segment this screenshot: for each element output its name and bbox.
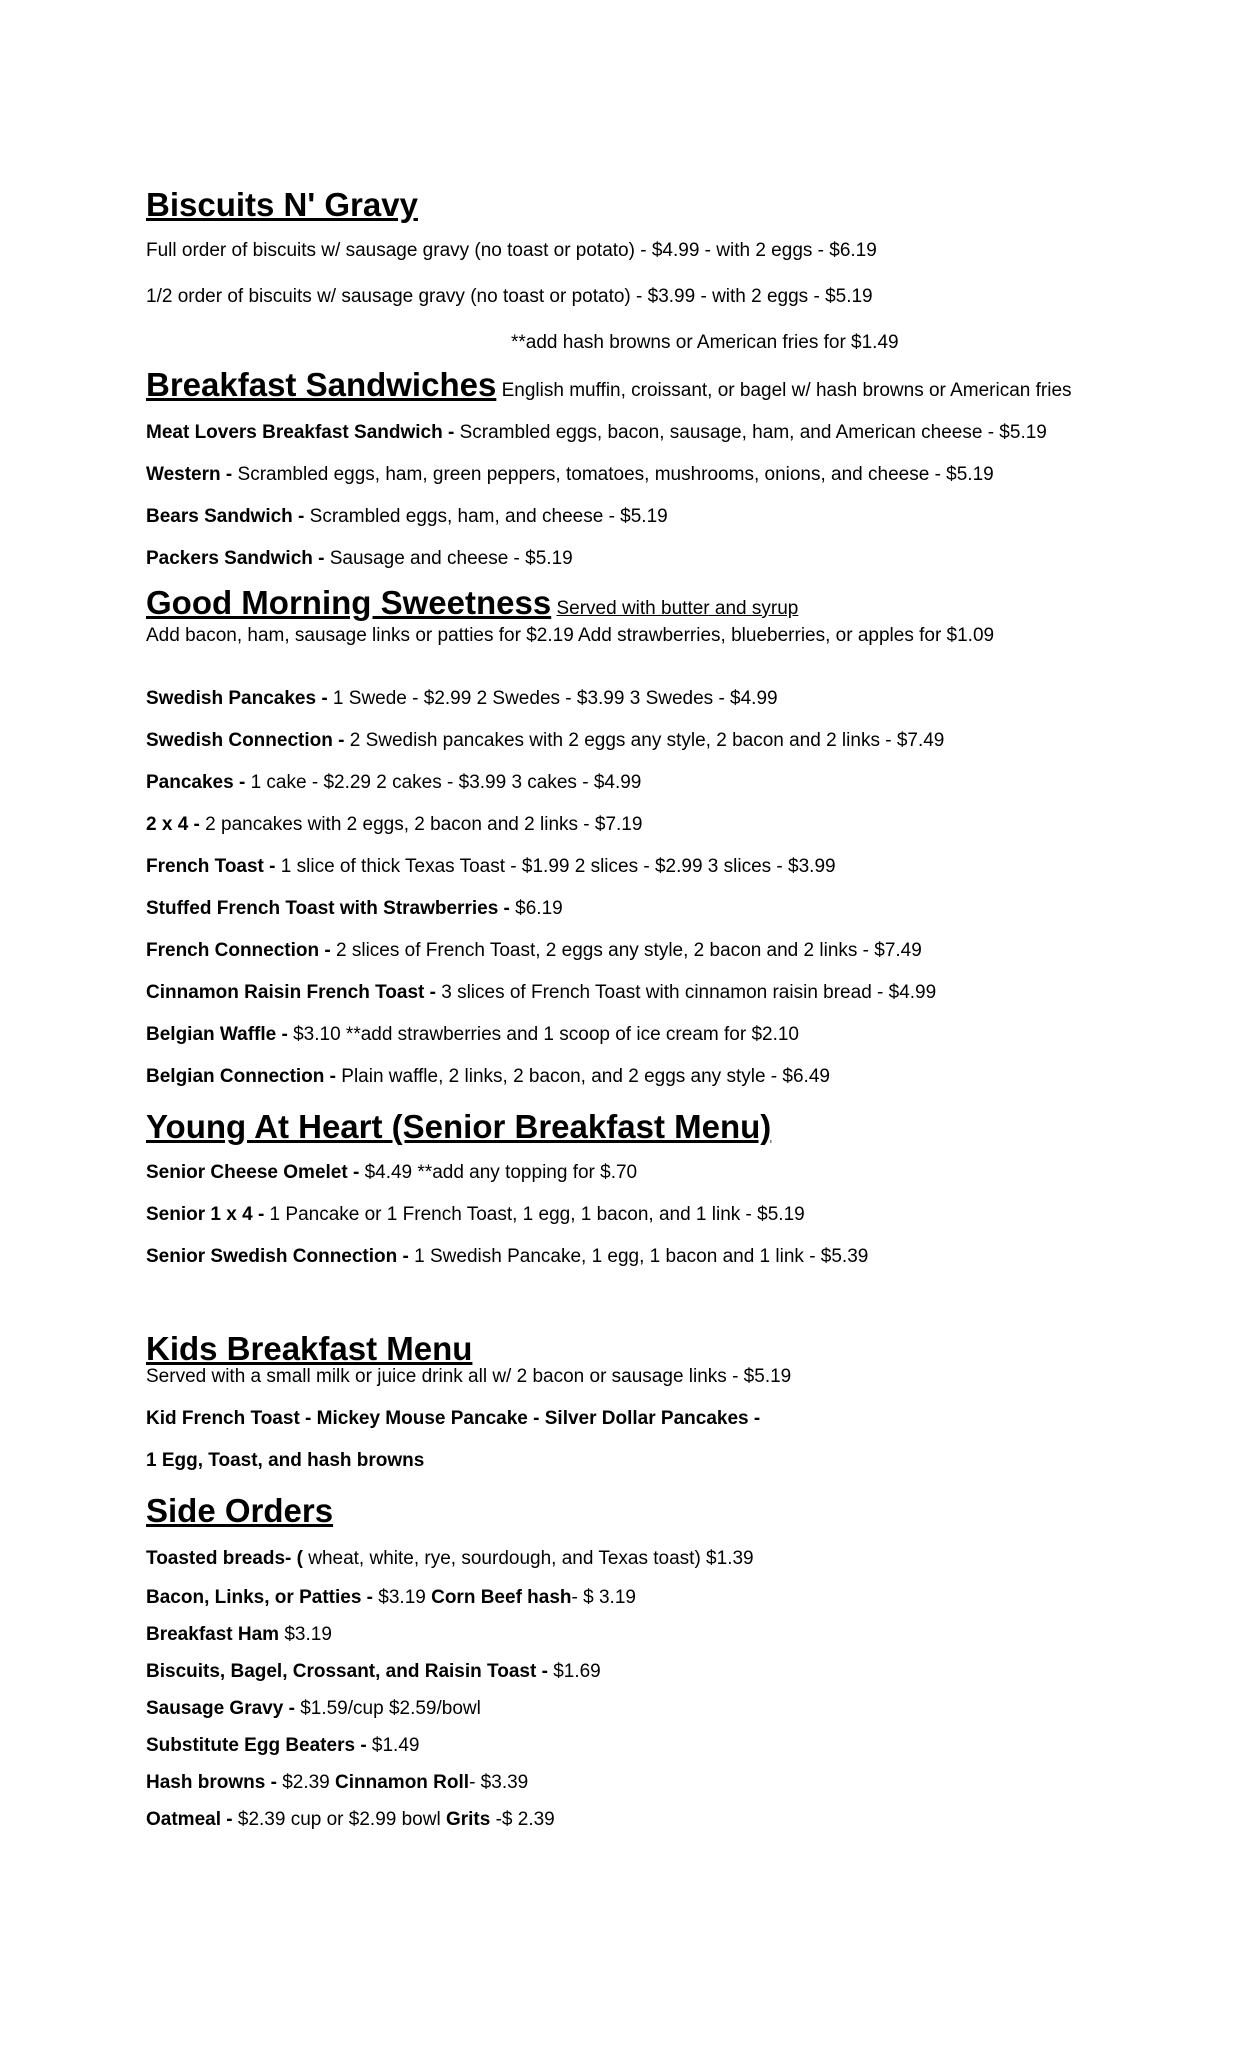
item-desc: $2.39	[282, 1772, 336, 1793]
sandwiches-header	[146, 366, 1106, 406]
menu-item	[146, 420, 1106, 446]
item-name: Sausage Gravy -	[146, 1698, 301, 1719]
menu-item	[146, 686, 1106, 712]
menu-item	[146, 504, 1106, 530]
section-title-sweetness: Good Morning Sweetness	[146, 584, 552, 621]
side-item	[146, 1585, 1106, 1611]
sandwiches-subtitle: English muffin, croissant, or bagel w/ hash browns or American fries	[501, 380, 1072, 401]
item-name: Belgian Connection -	[146, 1066, 342, 1087]
item-desc: Scrambled eggs, ham, and cheese - $5.19	[309, 506, 668, 527]
side-item	[146, 1546, 1106, 1572]
menu-page	[146, 186, 1106, 1833]
item-name: Bacon, Links, or Patties -	[146, 1587, 379, 1608]
item-desc: $3.10 **add strawberries and 1 scoop of ice cream for $2.10	[293, 1024, 799, 1045]
item-desc: 2 pancakes with 2 eggs, 2 bacon and 2 links - $7.19	[205, 814, 643, 835]
item-name: 2 x 4 -	[146, 814, 206, 835]
menu-item	[146, 546, 1106, 572]
item-desc: 3 slices of French Toast with cinnamon raisin bread - $4.99	[441, 982, 937, 1003]
menu-item	[146, 1064, 1106, 1090]
item-name: French Toast -	[146, 856, 281, 877]
menu-item	[146, 1202, 1106, 1228]
side-item	[146, 1733, 1106, 1759]
item-desc: 1 cake - $2.29 2 cakes - $3.99 3 cakes - $4.99	[250, 772, 642, 793]
menu-item	[146, 980, 1106, 1006]
item-desc: Plain waffle, 2 links, 2 bacon, and 2 eggs any style - $6.49	[341, 1066, 830, 1087]
item-desc: - $ 3.19	[571, 1587, 636, 1608]
item-name: Swedish Connection -	[146, 730, 350, 751]
item-desc: $3.19	[284, 1624, 332, 1645]
item-desc: 1 Pancake or 1 French Toast, 1 egg, 1 bacon, and 1 link - $5.19	[269, 1204, 805, 1225]
item-desc: -$ 2.39	[495, 1809, 555, 1830]
biscuits-full-order: Full order of biscuits w/ sausage gravy (no toast or potato) - $4.99 - with 2 eggs - $6.19	[146, 240, 877, 261]
section-title-sandwiches: Breakfast Sandwiches	[146, 366, 497, 403]
item-name: Toasted breads- (	[146, 1548, 309, 1569]
item-name: Pancakes -	[146, 772, 251, 793]
item-name: Swedish Pancakes -	[146, 688, 333, 709]
side-item	[146, 1659, 1106, 1685]
item-name: Bears Sandwich -	[146, 506, 310, 527]
item-name: Corn Beef hash	[431, 1587, 572, 1608]
sweetness-header	[146, 584, 1106, 627]
kids-items-line1: Kid French Toast - Mickey Mouse Pancake - Silver Dollar Pancakes -	[146, 1408, 761, 1429]
menu-item	[146, 1160, 1106, 1186]
item-desc: $2.39 cup or $2.99 bowl	[237, 1809, 446, 1830]
biscuits-note: **add hash browns or American fries for $1.49	[511, 332, 899, 353]
menu-item	[146, 854, 1106, 880]
kids-items-line2: 1 Egg, Toast, and hash browns	[146, 1450, 425, 1471]
item-name: Biscuits, Bagel, Crossant, and Raisin Toast -	[146, 1661, 554, 1682]
section-title-senior: Young At Heart (Senior Breakfast Menu)	[146, 1108, 772, 1145]
item-desc: Scrambled eggs, ham, green peppers, tomatoes, mushrooms, onions, and cheese - $5.19	[237, 464, 994, 485]
section-title-biscuits: Biscuits N' Gravy	[146, 186, 418, 223]
item-name: Senior Swedish Connection -	[146, 1246, 415, 1267]
item-name: Breakfast Ham	[146, 1624, 285, 1645]
side-item	[146, 1622, 1106, 1648]
menu-item	[146, 896, 1106, 922]
item-name: Belgian Waffle -	[146, 1024, 294, 1045]
item-name: French Connection -	[146, 940, 336, 961]
item-desc: $1.59/cup $2.59/bowl	[300, 1698, 481, 1719]
sweetness-note: Add bacon, ham, sausage links or patties for $2.19 Add strawberries, blueberries, or apples for $1.09	[146, 625, 995, 646]
item-desc: 1 Swede - $2.99 2 Swedes - $3.99 3 Swedes - $4.99	[332, 688, 778, 709]
section-title-kids: Kids Breakfast Menu	[146, 1330, 473, 1367]
side-item	[146, 1696, 1106, 1722]
item-desc: - $3.39	[469, 1772, 529, 1793]
item-desc: Scrambled eggs, bacon, sausage, ham, and American cheese - $5.19	[459, 422, 1047, 443]
biscuits-half-order: 1/2 order of biscuits w/ sausage gravy (no toast or potato) - $3.99 - with 2 eggs - $5.19	[146, 286, 873, 307]
item-name: Senior 1 x 4 -	[146, 1204, 270, 1225]
menu-item	[146, 812, 1106, 838]
item-desc: 2 Swedish pancakes with 2 eggs any style, 2 bacon and 2 links - $7.49	[349, 730, 945, 751]
item-name: Senior Cheese Omelet -	[146, 1162, 365, 1183]
item-desc: $4.49 **add any topping for $.70	[364, 1162, 638, 1183]
item-name: Stuffed French Toast with Strawberries -	[146, 898, 516, 919]
menu-item	[146, 462, 1106, 488]
section-title-sides: Side Orders	[146, 1492, 334, 1529]
item-desc: 2 slices of French Toast, 2 eggs any style, 2 bacon and 2 links - $7.49	[336, 940, 922, 961]
menu-item	[146, 938, 1106, 964]
item-desc: $1.69	[553, 1661, 601, 1682]
side-item	[146, 1807, 1106, 1833]
item-desc: $6.19	[515, 898, 563, 919]
item-name: Cinnamon Raisin French Toast -	[146, 982, 442, 1003]
item-name: Cinnamon Roll	[335, 1772, 470, 1793]
item-desc: $1.49	[371, 1735, 420, 1756]
sweetness-subtitle: Served with butter and syrup	[556, 598, 799, 619]
item-name: Meat Lovers Breakfast Sandwich -	[146, 422, 460, 443]
item-name: Hash browns -	[146, 1772, 283, 1793]
menu-item	[146, 1022, 1106, 1048]
kids-note: Served with a small milk or juice drink all w/ 2 bacon or sausage links - $5.19	[146, 1366, 792, 1387]
item-desc: 1 slice of thick Texas Toast - $1.99 2 slices - $2.99 3 slices - $3.99	[280, 856, 836, 877]
menu-item	[146, 728, 1106, 754]
item-name: Packers Sandwich -	[146, 548, 330, 569]
item-desc: 1 Swedish Pancake, 1 egg, 1 bacon and 1 link - $5.39	[414, 1246, 869, 1267]
item-desc: wheat, white, rye, sourdough, and Texas toast) $1.39	[308, 1548, 754, 1569]
menu-item	[146, 1244, 1106, 1270]
item-desc: $3.19	[378, 1587, 432, 1608]
item-name: Oatmeal -	[146, 1809, 238, 1830]
item-name: Western -	[146, 464, 238, 485]
item-name: Substitute Egg Beaters -	[146, 1735, 372, 1756]
menu-item	[146, 770, 1106, 796]
item-desc: Sausage and cheese - $5.19	[329, 548, 573, 569]
side-item	[146, 1770, 1106, 1796]
item-name: Grits	[445, 1809, 496, 1830]
